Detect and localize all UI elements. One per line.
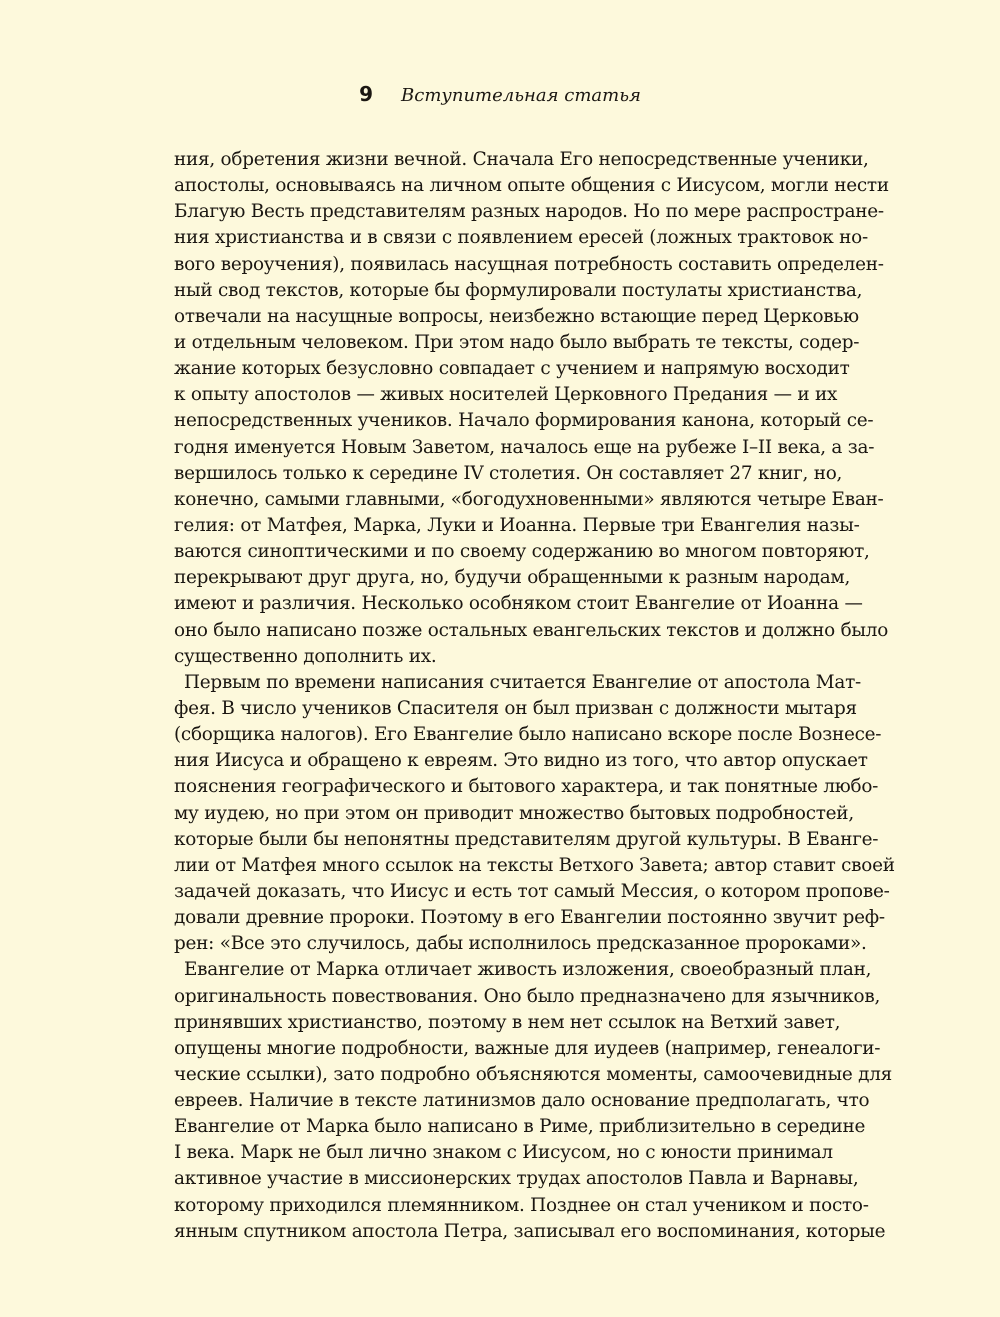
text-line: вого вероучения), появилась насущная потребность составить определен- — [174, 253, 884, 275]
text-line: Евангелие от Марка отличает живость изложения, своеобразный план, — [184, 959, 872, 981]
text-line: которые были бы непонятны представителям другой культуры. В Еванге- — [174, 828, 879, 850]
body-text — [174, 147, 895, 1245]
text-line: опущены многие подробности, важные для иудеев (например, генеалоги- — [174, 1037, 881, 1059]
text-line: I века. Марк не был лично знаком с Иисусом, но с юности принимал — [174, 1142, 833, 1164]
text-line: Евангелие от Марка было написано в Риме, приблизительно в середине — [174, 1116, 866, 1138]
text-line: задачей доказать, что Иисус и есть тот самый Мессия, о котором пропове- — [174, 880, 890, 902]
text-line: Благую Весть представителям разных народов. Но по мере распростране- — [174, 201, 884, 223]
paragraph — [174, 670, 895, 958]
paragraph — [174, 147, 889, 670]
text-line: лии от Матфея много ссылок на тексты Ветхого Завета; автор ставит своей — [174, 854, 895, 876]
text-line: имеют и различия. Несколько особняком стоит Евангелие от Иоанна — — [174, 593, 863, 615]
text-line: Первым по времени написания считается Евангелие от апостола Мат- — [184, 671, 861, 693]
running-head — [0, 80, 1000, 110]
text-line: годня именуется Новым Заветом, началось еще на рубеже I–II века, а за- — [174, 436, 875, 458]
paragraph — [174, 957, 892, 1245]
text-line: ваются синоптическими и по своему содержанию во многом повторяют, — [174, 541, 870, 563]
text-line: оно было написано позже остальных евангельских текстов и должно было — [174, 619, 889, 641]
section-title: Вступительная статья — [401, 85, 641, 106]
text-line: активное участие в миссионерских трудах апостолов Павла и Варнавы, — [174, 1168, 859, 1190]
text-line: ния Иисуса и обращено к евреям. Это видно из того, что автор опускает — [174, 750, 868, 772]
text-line: конечно, самыми главными, «богодухновенными» являются четыре Еван- — [174, 488, 884, 510]
text-line: отвечали на насущные вопросы, неизбежно встающие перед Церковью — [174, 305, 859, 327]
text-line: ный свод текстов, которые бы формулировали постулаты христианства, — [174, 279, 863, 301]
text-line: ния, обретения жизни вечной. Сначала Его непосредственные ученики, — [174, 149, 869, 170]
text-line: вершилось только к середине IV столетия. Он составляет 27 книг, но, — [174, 462, 843, 484]
text-line: ческие ссылки), зато подробно объясняются моменты, самоочевидные для — [174, 1063, 892, 1085]
text-line: евреев. Наличие в тексте латинизмов дало основание предполагать, что — [174, 1090, 870, 1112]
page-number: 9 — [359, 82, 373, 106]
text-line: жание которых безусловно совпадает с учением и напрямую восходит — [174, 358, 850, 380]
text-line: оригинальность повествования. Оно было предназначено для язычников, — [174, 985, 881, 1007]
text-line: гелия: от Матфея, Марка, Луки и Иоанна. Первые три Евангелия назы- — [174, 514, 860, 536]
text-line: и отдельным человеком. При этом надо было выбрать те тексты, содер- — [174, 331, 860, 353]
text-line: существенно дополнить их. — [174, 645, 437, 667]
text-line: янным спутником апостола Петра, записывал его воспоминания, которые — [174, 1220, 886, 1242]
text-line: принявших христианство, поэтому в нем нет ссылок на Ветхий завет, — [174, 1011, 841, 1033]
text-line: которому приходился племянником. Позднее он стал учеником и посто- — [174, 1194, 869, 1216]
text-line: му иудею, но при этом он приводит множество бытовых подробностей, — [174, 802, 854, 824]
text-line: к опыту апостолов — живых носителей Церковного Предания — и их — [174, 384, 838, 406]
text-line: непосредственных учеников. Начало формирования канона, который се- — [174, 410, 874, 432]
text-line: перекрывают друг друга, но, будучи обращенными к разным народам, — [174, 567, 851, 589]
text-line: апостолы, основываясь на личном опыте общения с Иисусом, могли нести — [174, 175, 889, 197]
text-line: (сборщика налогов). Его Евангелие было написано вскоре после Вознесе- — [174, 724, 882, 746]
text-line: довали древние пророки. Поэтому в его Евангелии постоянно звучит реф- — [174, 907, 885, 929]
text-line: пояснения географического и бытового характера, и так понятные любо- — [174, 776, 879, 798]
text-line: ния христианства и в связи с появлением ересей (ложных трактовок но- — [174, 227, 868, 249]
text-line: фея. В число учеников Спасителя он был призван с должности мытаря — [174, 697, 857, 719]
text-line: рен: «Все это случилось, дабы исполнилось предсказанное пророками». — [174, 933, 867, 955]
